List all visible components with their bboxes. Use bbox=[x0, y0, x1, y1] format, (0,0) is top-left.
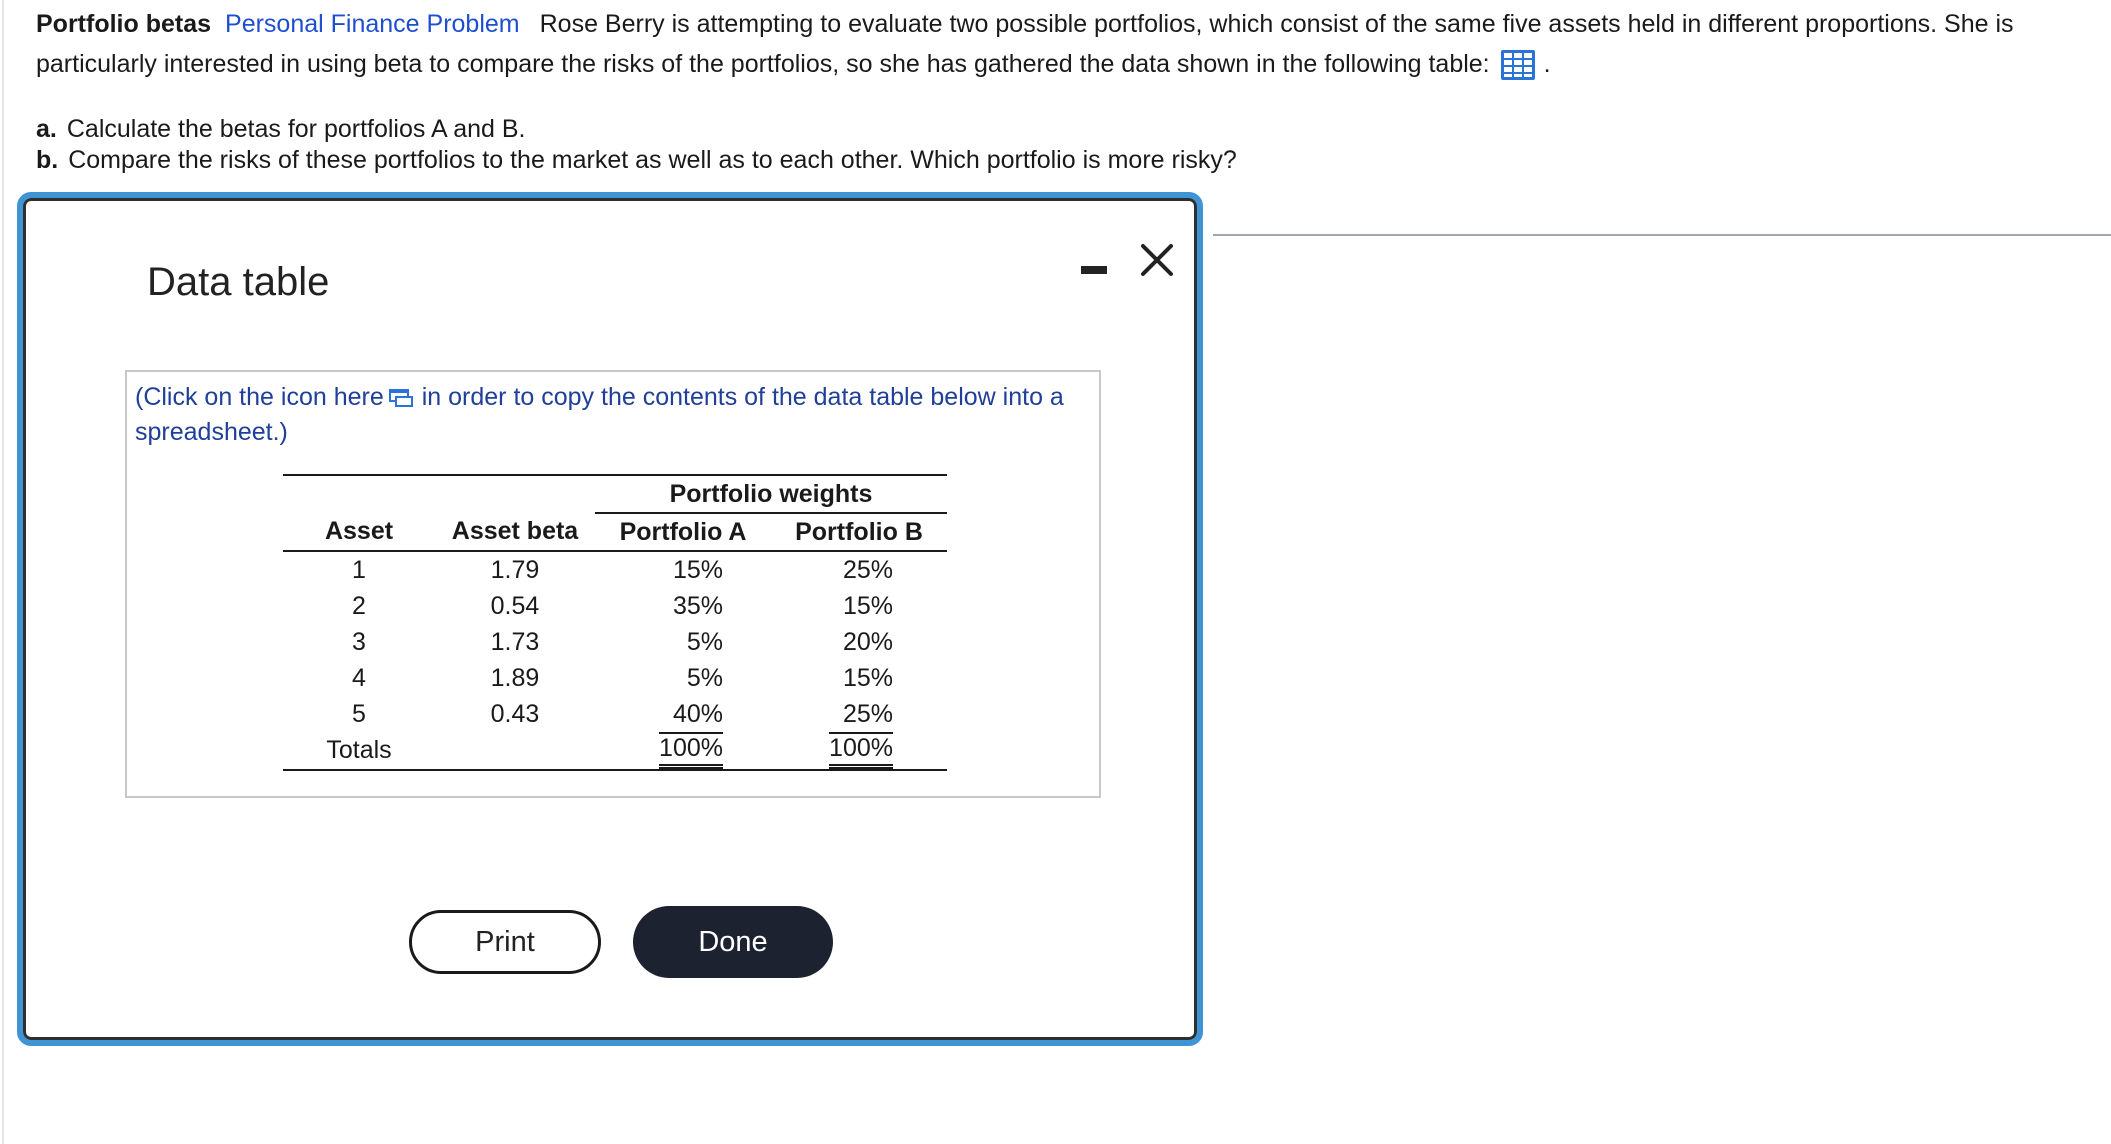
copy-note-text-1: (Click on the icon here bbox=[135, 383, 384, 411]
beta-cell: 1.89 bbox=[490, 663, 540, 692]
portfolio-b-cell: 20% bbox=[842, 627, 893, 656]
data-table-dialog bbox=[17, 192, 1203, 1046]
question-a-letter: a. bbox=[36, 115, 57, 143]
dialog-title: Data table bbox=[147, 260, 330, 304]
asset-cell: 5 bbox=[352, 699, 366, 728]
beta-cell: 0.43 bbox=[490, 699, 540, 728]
header-asset: Asset bbox=[283, 513, 435, 551]
table-row bbox=[283, 588, 947, 624]
personal-finance-link[interactable]: Personal Finance Problem bbox=[225, 10, 520, 38]
data-table-container bbox=[125, 370, 1101, 798]
divider-line bbox=[1213, 234, 2111, 236]
header-portfolio-b: Portfolio B bbox=[771, 513, 947, 551]
minimize-icon[interactable] bbox=[1079, 250, 1111, 280]
portfolio-a-cell: 35% bbox=[672, 591, 723, 620]
blank-header bbox=[283, 475, 435, 513]
data-table bbox=[283, 474, 947, 771]
portfolio-a-cell: 5% bbox=[686, 627, 723, 656]
asset-cell: 3 bbox=[352, 627, 366, 656]
totals-beta-blank bbox=[435, 732, 595, 770]
portfolio-a-cell: 15% bbox=[672, 555, 723, 584]
done-button[interactable]: Done bbox=[633, 906, 833, 978]
question-a bbox=[36, 114, 1237, 145]
question-b-text: Compare the risks of these portfolios to the market as well as to each other. Which portfolio is more risky? bbox=[68, 146, 1237, 174]
problem-title: Portfolio betas bbox=[36, 10, 212, 38]
asset-cell: 1 bbox=[352, 555, 366, 584]
table-row bbox=[283, 624, 947, 660]
totals-row bbox=[283, 732, 947, 770]
question-b bbox=[36, 145, 1237, 176]
table-grid-icon[interactable] bbox=[1500, 49, 1536, 81]
total-portfolio-a-value: 100% bbox=[659, 732, 723, 769]
portfolio-weights-header: Portfolio weights bbox=[595, 475, 947, 513]
total-portfolio-b-value: 100% bbox=[829, 732, 893, 769]
total-portfolio-b-cell bbox=[771, 732, 947, 770]
problem-statement bbox=[36, 4, 2096, 84]
beta-cell: 1.73 bbox=[490, 627, 540, 656]
header-asset-beta: Asset beta bbox=[435, 513, 595, 551]
blank-header bbox=[435, 475, 595, 513]
questions bbox=[36, 114, 1237, 176]
asset-cell: 4 bbox=[352, 663, 366, 692]
portfolio-a-cell: 40% bbox=[672, 699, 723, 728]
copy-note-text-2: in order to copy the contents of the data table below into a spreadsheet.) bbox=[135, 383, 1064, 446]
copy-to-spreadsheet-icon[interactable] bbox=[388, 384, 414, 406]
print-button[interactable]: Print bbox=[409, 910, 601, 974]
problem-text: Rose Berry is attempting to evaluate two possible portfolios, which consist of the same five assets held in different proportions. She is particularly interested in using beta to compare the risks of the portfolios, so she has gathered the data shown in the following table: bbox=[36, 10, 2014, 78]
portfolio-b-cell: 15% bbox=[842, 663, 893, 692]
portfolio-b-cell: 15% bbox=[842, 591, 893, 620]
total-portfolio-a-cell bbox=[595, 732, 771, 770]
problem-text-end: . bbox=[1543, 50, 1551, 78]
close-icon[interactable] bbox=[1137, 240, 1177, 280]
question-a-text: Calculate the betas for portfolios A and B. bbox=[66, 115, 526, 143]
table-row bbox=[283, 660, 947, 696]
asset-cell: 2 bbox=[352, 591, 366, 620]
table-row bbox=[283, 551, 947, 588]
question-b-letter: b. bbox=[36, 146, 59, 174]
portfolio-b-cell: 25% bbox=[842, 699, 893, 728]
header-portfolio-a: Portfolio A bbox=[595, 513, 771, 551]
portfolio-a-cell: 5% bbox=[686, 663, 723, 692]
table-row bbox=[283, 696, 947, 732]
portfolio-b-cell: 25% bbox=[842, 555, 893, 584]
beta-cell: 1.79 bbox=[490, 555, 540, 584]
totals-label: Totals bbox=[283, 732, 435, 770]
copy-note bbox=[135, 380, 1085, 450]
left-border bbox=[2, 0, 4, 1144]
beta-cell: 0.54 bbox=[490, 591, 540, 620]
